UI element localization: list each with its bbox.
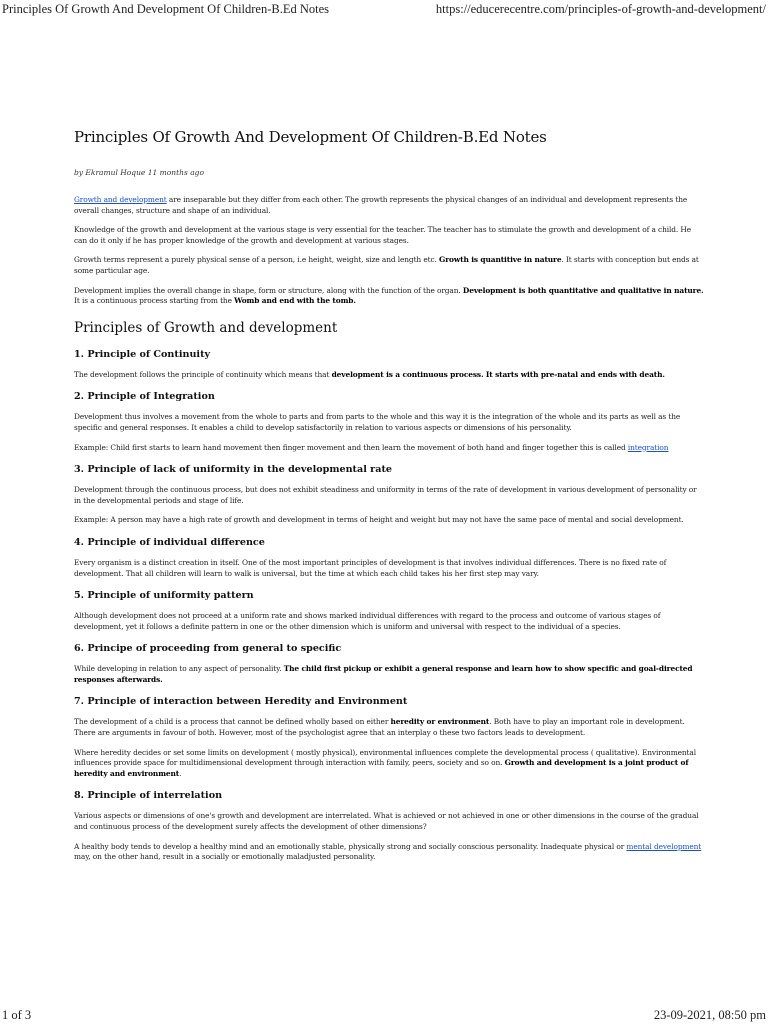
byline: by Ekramul Hoque 11 months ago bbox=[74, 168, 204, 177]
principle-paragraph: Example: Child first starts to learn hand movement then finger movement and then learn the movement of both hand and finger together this is called integration bbox=[74, 442, 669, 452]
intro-paragraph-1: Growth and development are inseparable but they differ from each other. The growth represents the physical changes of an individual and development represents the overall changes, structure and shape of an individual. bbox=[74, 195, 688, 215]
mental-development-link[interactable]: mental development bbox=[626, 841, 702, 851]
section-heading: Principles of Growth and development bbox=[74, 319, 338, 336]
print-header bbox=[0, 0, 768, 20]
principle-paragraph: Various aspects or dimensions of one's growth and development are interrelated. What is achieved or not achieved in one or other dimensions in the course of the gradual and continuous process of the development surely affects the development of other dimensions? bbox=[74, 811, 699, 832]
principle-heading: 2. Principle of Integration bbox=[74, 391, 215, 403]
print-footer bbox=[0, 1004, 768, 1024]
principle-heading: 8. Principle of interrelation bbox=[74, 790, 223, 802]
print-header-title: Principles Of Growth And Development Of Children-B.Ed Notes bbox=[2, 2, 330, 16]
print-header-url: https://educerecentre.com/principles-of-growth-and-development/ bbox=[435, 2, 766, 16]
principle-paragraph: The development follows the principle of continuity which means that development is a continuous process. It starts with pre-natal and ends with death. bbox=[74, 369, 665, 379]
intro-paragraph-3: Growth terms represent a purely physical sense of a person, i.e height, weight, size and length etc. Growth is quantitive in nature. It starts with conception but ends at some particular age. bbox=[74, 255, 699, 275]
principle-heading: 4. Principle of individual difference bbox=[74, 536, 265, 548]
principle-heading: 7. Principle of interaction between Heredity and Environment bbox=[74, 696, 408, 708]
article bbox=[74, 128, 704, 872]
principle-paragraph: Where heredity decides or set some limits on development ( mostly physical), environmental influences complete the developmental process ( qualitative). Environmental influences provide space for multidimensional development through interaction with family, peers, society and so on. Growth and development is a joint product of heredity and environment. bbox=[74, 747, 696, 778]
principle-paragraph: A healthy body tends to develop a healthy mind and an emotionally stable, physically strong and socially conscious personality. Inadequate physical or mental development may, on the other hand, result in a socially or emotionally maladjusted personality. bbox=[74, 841, 702, 862]
intro-paragraph-4: Development implies the overall change in shape, form or structure, along with the function of the organ. Development is both quantitative and qualitative in nature. It is a continuous process starting from the Womb and end with the tomb. bbox=[74, 285, 704, 306]
principle-heading: 3. Principle of lack of uniformity in the developmental rate bbox=[74, 464, 392, 476]
principle-paragraph: Although development does not proceed at a uniform rate and shows marked individual differences with regard to the process and outcome of various stages of development, yet it follows a definite pattern in one or the other dimension which is uniform and universal with respect to the individual of a species. bbox=[74, 611, 661, 631]
growth-and-development-link[interactable]: Growth and development bbox=[74, 195, 167, 204]
principle-paragraph: Example: A person may have a high rate of growth and development in terms of height and weight but may not have the same pace of mental and social development. bbox=[74, 515, 684, 525]
principle-heading: 6. Principe of proceeding from general to specific bbox=[74, 643, 342, 655]
principle-paragraph: Every organism is a distinct creation in itself. One of the most important principles of development is that involves individual differences. There is no fixed rate of development. That all children will learn to walk is universal, but the time at which each child takes his her first step may vary. bbox=[74, 557, 667, 578]
principle-paragraph: Development through the continuous process, but does not exhibit steadiness and uniformity in terms of the rate of development in various development of personality or in the developmental periods and stage of life. bbox=[74, 485, 697, 505]
principle-paragraph: Development thus involves a movement from the whole to parts and from parts to the whole and this way it is the integration of the whole and its parts as well as the specific and general responses. It enables a child to develop satisfactorily in relation to various aspects or dimensions of his personality. bbox=[74, 412, 681, 432]
print-datetime: 23-09-2021, 08:50 pm bbox=[653, 1008, 766, 1022]
principle-heading: 1. Principle of Continuity bbox=[74, 348, 211, 360]
intro-paragraph-2: Knowledge of the growth and development at the various stage is very essential for the teacher. The teacher has to stimulate the growth and development of a child. He can do it only if he has proper knowledge of the growth and development at various stages. bbox=[74, 225, 692, 245]
principle-paragraph: The development of a child is a process that cannot be defined wholly based on either heredity or environment. Both have to play an important role in development. There are arguments in favour of both. However, most of the psychologist agree that an interplay o these two factors leads to development. bbox=[74, 717, 685, 738]
principle-heading: 5. Principle of uniformity pattern bbox=[74, 590, 254, 602]
page-number: 1 of 3 bbox=[2, 1008, 32, 1022]
article-title: Principles Of Growth And Development Of Children-B.Ed Notes bbox=[74, 128, 547, 146]
integration-link[interactable]: integration bbox=[627, 442, 669, 452]
principle-paragraph: While developing in relation to any aspect of personality. The child first pickup or exhibit a general response and learn how to show specific and goal-directed responses afterwards. bbox=[74, 664, 693, 684]
